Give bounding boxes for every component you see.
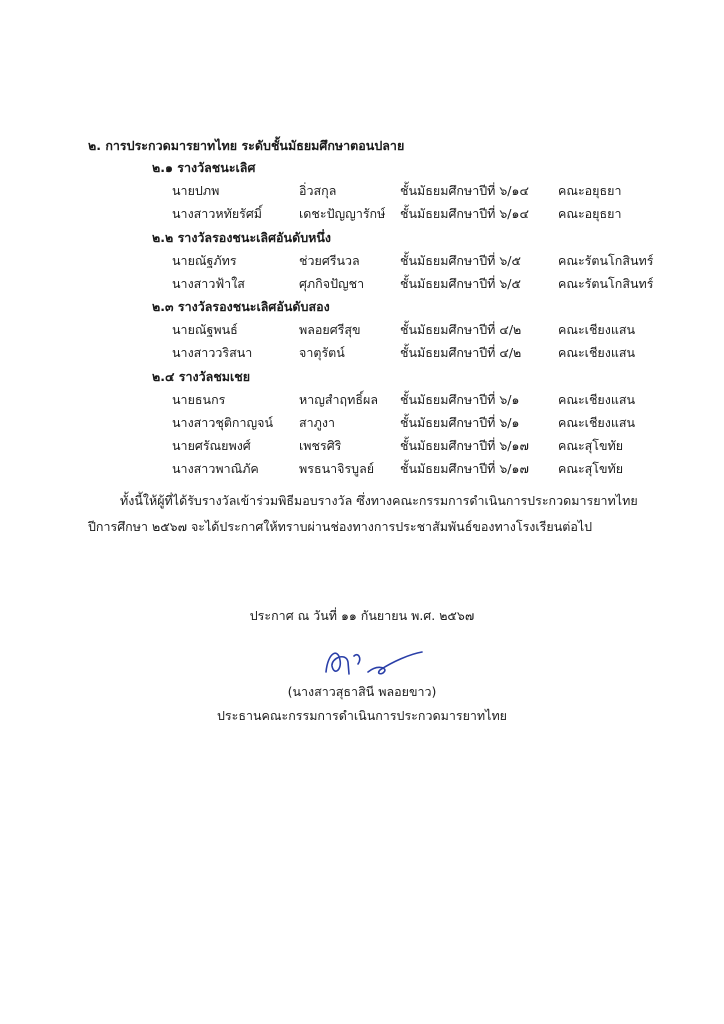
awardee-row bbox=[0, 413, 724, 433]
awardee-first-name: นายธนกร bbox=[172, 392, 226, 407]
awardee-last-name: อิ่วสกุล bbox=[299, 183, 337, 198]
awardee-last-name: จาตุรัตน์ bbox=[299, 345, 345, 360]
award-subheading: ๒.๔ รางวัลชมเชย bbox=[152, 369, 251, 384]
award-subheading: ๒.๓ รางวัลรองชนะเลิศอันดับสอง bbox=[152, 299, 330, 314]
signature-image bbox=[318, 642, 428, 682]
awardee-last-name: เดชะปัญญารักษ์ bbox=[299, 206, 386, 221]
signer-name: (นางสาวสุธาสินี พลอยขาว) bbox=[287, 684, 437, 699]
paragraph-line-1: ทั้งนี้ให้ผู้ที่ได้รับรางวัลเข้าร่วมพิธีมอบรางวัล ซึ่งทางคณะกรรมการดำเนินการประกวดมารยาทไทย bbox=[120, 493, 638, 508]
awardee-last-name: เพชรศิริ bbox=[299, 438, 342, 453]
awardee-class: ชั้นมัธยมศึกษาปีที่ ๖/๑ bbox=[400, 415, 520, 430]
awardee-row bbox=[0, 459, 724, 479]
signer-title: ประธานคณะกรรมการดำเนินการประกวดมารยาทไทย bbox=[216, 708, 508, 723]
awardee-first-name: นายณัฐภัทร bbox=[172, 253, 237, 268]
awardee-first-name: นายศรัณยพงศ์ bbox=[172, 438, 251, 453]
awardee-last-name: สาภูงา bbox=[299, 415, 336, 430]
awardee-house: คณะเชียงแสน bbox=[558, 392, 636, 407]
awardee-class: ชั้นมัธยมศึกษาปีที่ ๔/๒ bbox=[400, 345, 522, 360]
awardee-house: คณะเชียงแสน bbox=[558, 415, 636, 430]
awardee-house: คณะสุโขทัย bbox=[558, 438, 624, 453]
awardee-class: ชั้นมัธยมศึกษาปีที่ ๖/๑๗ bbox=[400, 438, 529, 453]
closing-paragraph bbox=[88, 488, 648, 540]
section-heading: ๒. การประกวดมารยาทไทย ระดับชั้นมัธยมศึกษาตอนปลาย bbox=[88, 138, 405, 153]
awardee-house: คณะอยุธยา bbox=[558, 206, 622, 221]
awardee-last-name: พรธนาจิรบูลย์ bbox=[299, 461, 375, 476]
awardee-house: คณะอยุธยา bbox=[558, 183, 622, 198]
awardee-house: คณะเชียงแสน bbox=[558, 345, 636, 360]
awardee-class: ชั้นมัธยมศึกษาปีที่ ๖/๑๔ bbox=[400, 206, 529, 221]
awardee-first-name: นางสาวหทัยรัศมิ์ bbox=[172, 206, 263, 221]
awardee-row bbox=[0, 181, 724, 201]
awardee-class: ชั้นมัธยมศึกษาปีที่ ๖/๕ bbox=[400, 253, 521, 268]
awardee-class: ชั้นมัธยมศึกษาปีที่ ๖/๑๗ bbox=[400, 461, 529, 476]
awardee-first-name: นางสาวชุติกาญจน์ bbox=[172, 415, 274, 430]
awardee-row bbox=[0, 251, 724, 271]
awardee-first-name: นายปภพ bbox=[172, 183, 220, 198]
awardee-house: คณะรัตนโกสินทร์ bbox=[558, 253, 654, 268]
awardee-row bbox=[0, 390, 724, 410]
awardee-class: ชั้นมัธยมศึกษาปีที่ ๖/๑ bbox=[400, 392, 520, 407]
awardee-first-name: นางสาวพาณิภัค bbox=[172, 461, 259, 476]
announcement-date: ประกาศ ณ วันที่ ๑๑ กันยายน พ.ศ. ๒๕๖๗ bbox=[249, 608, 475, 623]
awardee-house: คณะเชียงแสน bbox=[558, 322, 636, 337]
awardee-last-name: ศุภกิจปัญชา bbox=[299, 276, 365, 291]
award-subheading: ๒.๒ รางวัลรองชนะเลิศอันดับหนึ่ง bbox=[152, 230, 332, 245]
awardee-last-name: พลอยศรีสุข bbox=[299, 322, 361, 337]
awardee-first-name: นางสาวฟ้าใส bbox=[172, 276, 245, 291]
awardee-row bbox=[0, 343, 724, 363]
awardee-row bbox=[0, 436, 724, 456]
awardee-row bbox=[0, 204, 724, 224]
awardee-last-name: หาญสำฤทธิ์ผล bbox=[299, 392, 378, 407]
awardee-class: ชั้นมัธยมศึกษาปีที่ ๖/๑๔ bbox=[400, 183, 529, 198]
awardee-first-name: นายณัฐพนธ์ bbox=[172, 322, 238, 337]
paragraph-line-2: ปีการศึกษา ๒๕๖๗ จะได้ประกาศให้ทราบผ่านช่องทางการประชาสัมพันธ์ของทางโรงเรียนต่อไป bbox=[88, 519, 593, 534]
awardee-house: คณะรัตนโกสินทร์ bbox=[558, 276, 654, 291]
award-subheading: ๒.๑ รางวัลชนะเลิศ bbox=[152, 160, 256, 175]
awardee-row bbox=[0, 320, 724, 340]
awardee-row bbox=[0, 274, 724, 294]
awardee-first-name: นางสาววริสนา bbox=[172, 345, 253, 360]
awardee-house: คณะสุโขทัย bbox=[558, 461, 624, 476]
awardee-class: ชั้นมัธยมศึกษาปีที่ ๖/๕ bbox=[400, 276, 521, 291]
awardee-last-name: ช่วยศรีนวล bbox=[299, 253, 360, 268]
awardee-class: ชั้นมัธยมศึกษาปีที่ ๔/๒ bbox=[400, 322, 522, 337]
